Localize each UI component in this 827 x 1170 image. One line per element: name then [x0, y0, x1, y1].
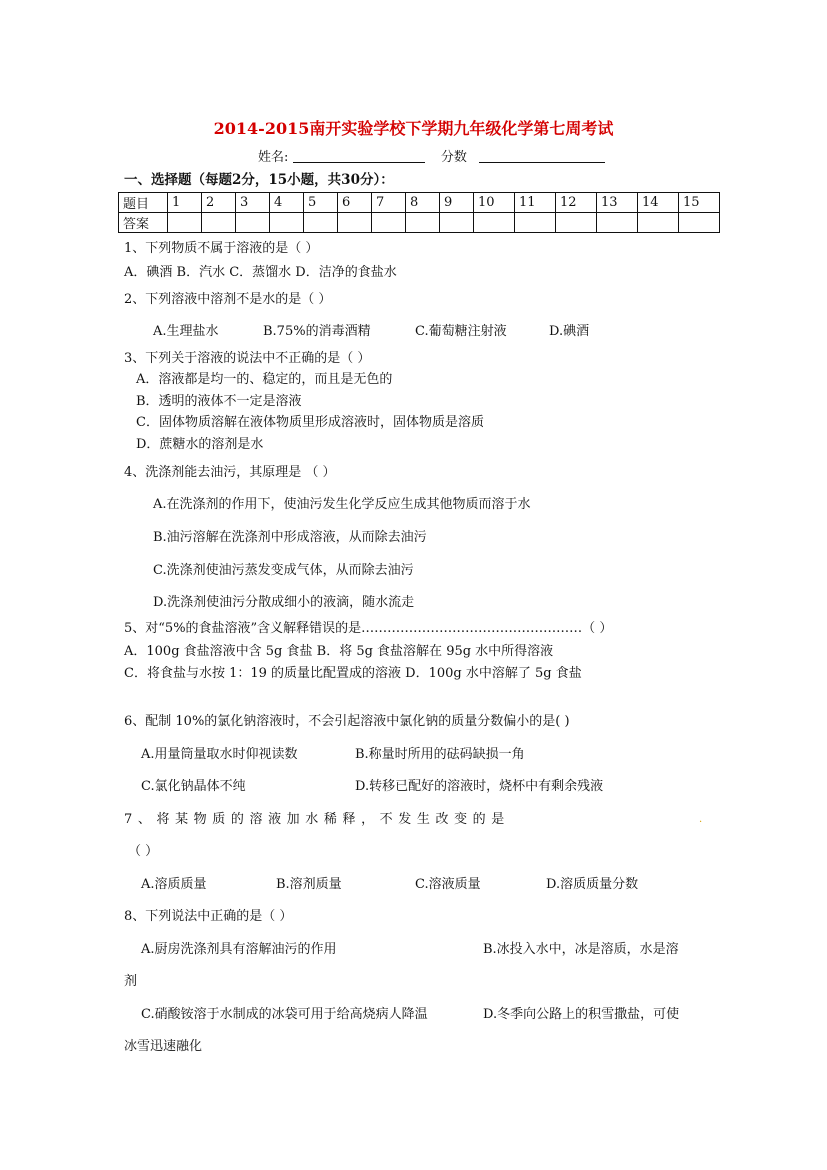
- q5-options-ab: A．100g 食盐溶液中含 5g 食盐 B．将 5g 食盐溶解在 95g 水中所得溶液: [124, 644, 554, 659]
- answer-cell[interactable]: [597, 213, 638, 233]
- table-cell: 15: [679, 193, 720, 213]
- page-title: 2014-2015南开实验学校下学期九年级化学第七周考试: [213, 119, 614, 138]
- q8-option-d-cont: 冰雪迅速融化: [124, 1039, 203, 1054]
- q4-option-a: A.在洗涤剂的作用下，使油污发生化学反应生成其他物质而溶于水: [153, 497, 531, 512]
- table-cell: 13: [597, 193, 638, 213]
- row-label-question: 题目: [119, 193, 168, 213]
- answer-cell[interactable]: [638, 213, 679, 233]
- q5-options-cd: C．将食盐与水按 1：19 的质量比配置成的溶液 D．100g 水中溶解了 5g 食盐: [124, 666, 582, 681]
- q6-option-d: D.转移已配好的溶液时，烧杯中有剩余残液: [355, 779, 604, 794]
- q3-option-d: D．蔗糖水的溶剂是水: [136, 437, 264, 452]
- answer-cell[interactable]: [372, 213, 406, 233]
- answer-cell[interactable]: [406, 213, 440, 233]
- q4-option-b: B.油污溶解在洗涤剂中形成溶液，从而除去油污: [153, 530, 427, 545]
- table-cell: 14: [638, 193, 679, 213]
- q7-paren: （ ）: [128, 844, 159, 859]
- q8-stem: 8、下列说法中正确的是（ ）: [124, 909, 293, 924]
- q7-option-d: D.溶质质量分数: [546, 877, 639, 892]
- name-label: 姓名:: [258, 150, 289, 165]
- table-cell: 6: [338, 193, 372, 213]
- answer-cell[interactable]: [202, 213, 236, 233]
- table-row: [119, 193, 720, 213]
- q7-stem: 7、将某物质的溶液加水稀释，不发生改变的是: [124, 812, 510, 827]
- answer-cell[interactable]: [440, 213, 474, 233]
- table-cell: 8: [406, 193, 440, 213]
- q3-option-b: B．透明的液体不一定是溶液: [136, 394, 302, 409]
- answer-table: [118, 192, 720, 233]
- q7-stray-dot: .: [699, 814, 703, 825]
- score-label: 分数: [440, 150, 467, 165]
- q4-option-d: D.洗涤剂使油污分散成细小的液滴，随水流走: [153, 595, 415, 610]
- section-heading: 一、选择题（每题2分，15小题，共30分）：: [124, 172, 394, 188]
- q3-option-a: A．溶液都是均一的、稳定的，而且是无色的: [136, 372, 393, 387]
- answer-cell[interactable]: [474, 213, 515, 233]
- row-label-answer: 答案: [119, 213, 168, 233]
- table-cell: 2: [202, 193, 236, 213]
- table-cell: 12: [556, 193, 597, 213]
- table-cell: 1: [168, 193, 202, 213]
- q3-stem: 3、下列关于溶液的说法中不正确的是（ ）: [124, 351, 371, 366]
- answer-cell[interactable]: [515, 213, 556, 233]
- q4-option-c: C.洗涤剂使油污蒸发变成气体，从而除去油污: [153, 563, 414, 578]
- name-field-row: [258, 146, 605, 165]
- answer-cell[interactable]: [236, 213, 270, 233]
- q7-option-b: B.溶剂质量: [276, 877, 342, 892]
- q8-option-a: A.厨房洗涤剂具有溶解油污的作用: [141, 942, 337, 957]
- answer-cell[interactable]: [556, 213, 597, 233]
- q5-stem: 5、对“5%的食盐溶液”含义解释错误的是……………………………………………（ ）: [124, 621, 613, 636]
- q2-option-b: B.75%的消毒酒精: [263, 324, 371, 339]
- table-cell: 3: [236, 193, 270, 213]
- q8-option-b-cont: 剂: [124, 974, 138, 989]
- q6-option-a: A.用量筒量取水时仰视读数: [141, 747, 298, 762]
- score-blank[interactable]: [479, 147, 605, 163]
- q7-option-a: A.溶质质量: [141, 877, 207, 892]
- answer-cell[interactable]: [168, 213, 202, 233]
- name-blank[interactable]: [293, 147, 425, 163]
- table-cell: 11: [515, 193, 556, 213]
- q2-stem: 2、下列溶液中溶剂不是水的是（ ）: [124, 292, 332, 307]
- q3-option-c: C．固体物质溶解在液体物质里形成溶液时，固体物质是溶质: [136, 415, 484, 430]
- answer-cell[interactable]: [304, 213, 338, 233]
- q2-option-a: A.生理盐水: [153, 324, 219, 339]
- q2-option-c: C.葡萄糖注射液: [415, 324, 507, 339]
- table-row: [119, 213, 720, 233]
- q6-stem: 6、配制 10%的氯化钠溶液时，不会引起溶液中氯化钠的质量分数偏小的是( ): [124, 714, 570, 729]
- q8-option-c: C.硝酸铵溶于水制成的冰袋可用于给高烧病人降温: [141, 1007, 428, 1022]
- q8-option-d: D.冬季向公路上的积雪撒盐，可使: [483, 1007, 680, 1022]
- q1-options: A．碘酒 B．汽水 C．蒸馏水 D．洁净的食盐水: [124, 265, 397, 280]
- table-cell: 4: [270, 193, 304, 213]
- table-cell: 10: [474, 193, 515, 213]
- q1-stem: 1、下列物质不属于溶液的是（ ）: [124, 241, 319, 256]
- q6-option-b: B.称量时所用的砝码缺损一角: [355, 747, 525, 762]
- q6-option-c: C.氯化钠晶体不纯: [141, 779, 246, 794]
- answer-cell[interactable]: [270, 213, 304, 233]
- table-cell: 9: [440, 193, 474, 213]
- answer-cell[interactable]: [338, 213, 372, 233]
- q4-stem: 4、洗涤剂能去油污，其原理是 （ ）: [124, 465, 336, 480]
- q2-option-d: D.碘酒: [549, 324, 590, 339]
- answer-cell[interactable]: [679, 213, 720, 233]
- table-cell: 5: [304, 193, 338, 213]
- q8-option-b: B.冰投入水中，冰是溶质，水是溶: [483, 942, 679, 957]
- table-cell: 7: [372, 193, 406, 213]
- q7-option-c: C.溶液质量: [415, 877, 481, 892]
